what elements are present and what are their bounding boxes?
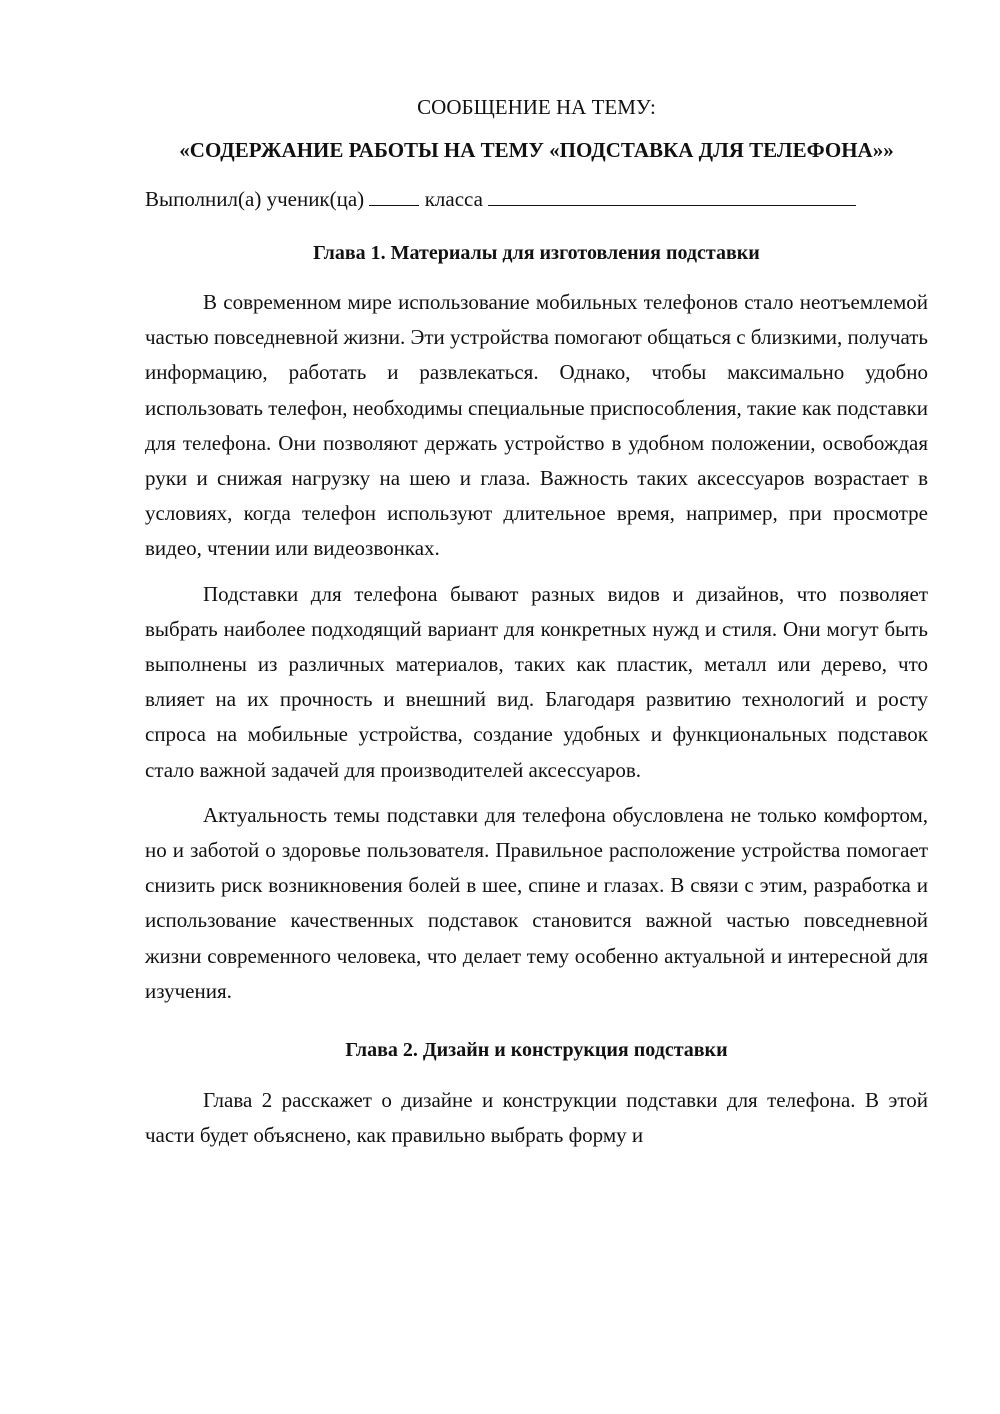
student-info-line — [145, 184, 928, 214]
document-page — [145, 92, 928, 1153]
chapter-1-paragraph-2: Подставки для телефона бывают разных видов и дизайнов, что позволяет выбрать наиболее подходящий вариант для конкретных нужд и стиля. Они могут быть выполнены из различных материалов, таких как пластик, металл или дерево, что влияет на их прочность и внешний вид. Благодаря развитию технологий и росту спроса на мобильные устройства, создание удобных и функциональных подставок стало важной задачей для производителей аксессуаров. — [145, 581, 928, 782]
student-label: Выполнил(а) ученик(ца) — [145, 187, 365, 211]
class-number-blank — [369, 187, 419, 206]
chapter-2-heading: Глава 2. Дизайн и конструкция подставки — [345, 1039, 728, 1062]
chapter-1-heading: Глава 1. Материалы для изготовления подставки — [313, 242, 760, 264]
chapter-2-paragraph-1: Глава 2 расскажет о дизайне и конструкции подставки для телефона. В этой части будет объяснено, как правильно выбрать форму и — [145, 1088, 928, 1148]
document-subtitle: «СОДЕРЖАНИЕ РАБОТЫ НА ТЕМУ «ПОДСТАВКА ДЛЯ ТЕЛЕФОНА»» — [179, 138, 894, 162]
chapter-1-paragraph-1: В современном мире использование мобильных телефонов стало неотъемлемой частью повседневной жизни. Эти устройства помогают общаться с близкими, получать информацию, работать и развлекаться. Однако, чтобы максимально удобно использовать телефон, необходимы специальные приспособления, такие как подставки для телефона. Они позволяют держать устройство в удобном положении, освобождая руки и снижая нагрузку на шею и глаза. Важность таких аксессуаров возрастает в условиях, когда телефон используют длительное время, например, при просмотре видео, чтении или видеозвонках. — [145, 290, 928, 561]
document-title: СООБЩЕНИЕ НА ТЕМУ: — [417, 95, 656, 119]
chapter-1-paragraph-3: Актуальность темы подставки для телефона обусловлена не только комфортом, но и заботой о здоровье пользователя. Правильное расположение устройства помогает снизить риск возникновения болей в шее, спине и глазах. В связи с этим, разработка и использование качественных подставок становится важной частью повседневной жизни современного человека, что делает тему особенно актуальной и интересной для изучения. — [145, 802, 928, 1003]
class-label: класса — [424, 187, 483, 211]
student-name-blank — [488, 187, 856, 206]
